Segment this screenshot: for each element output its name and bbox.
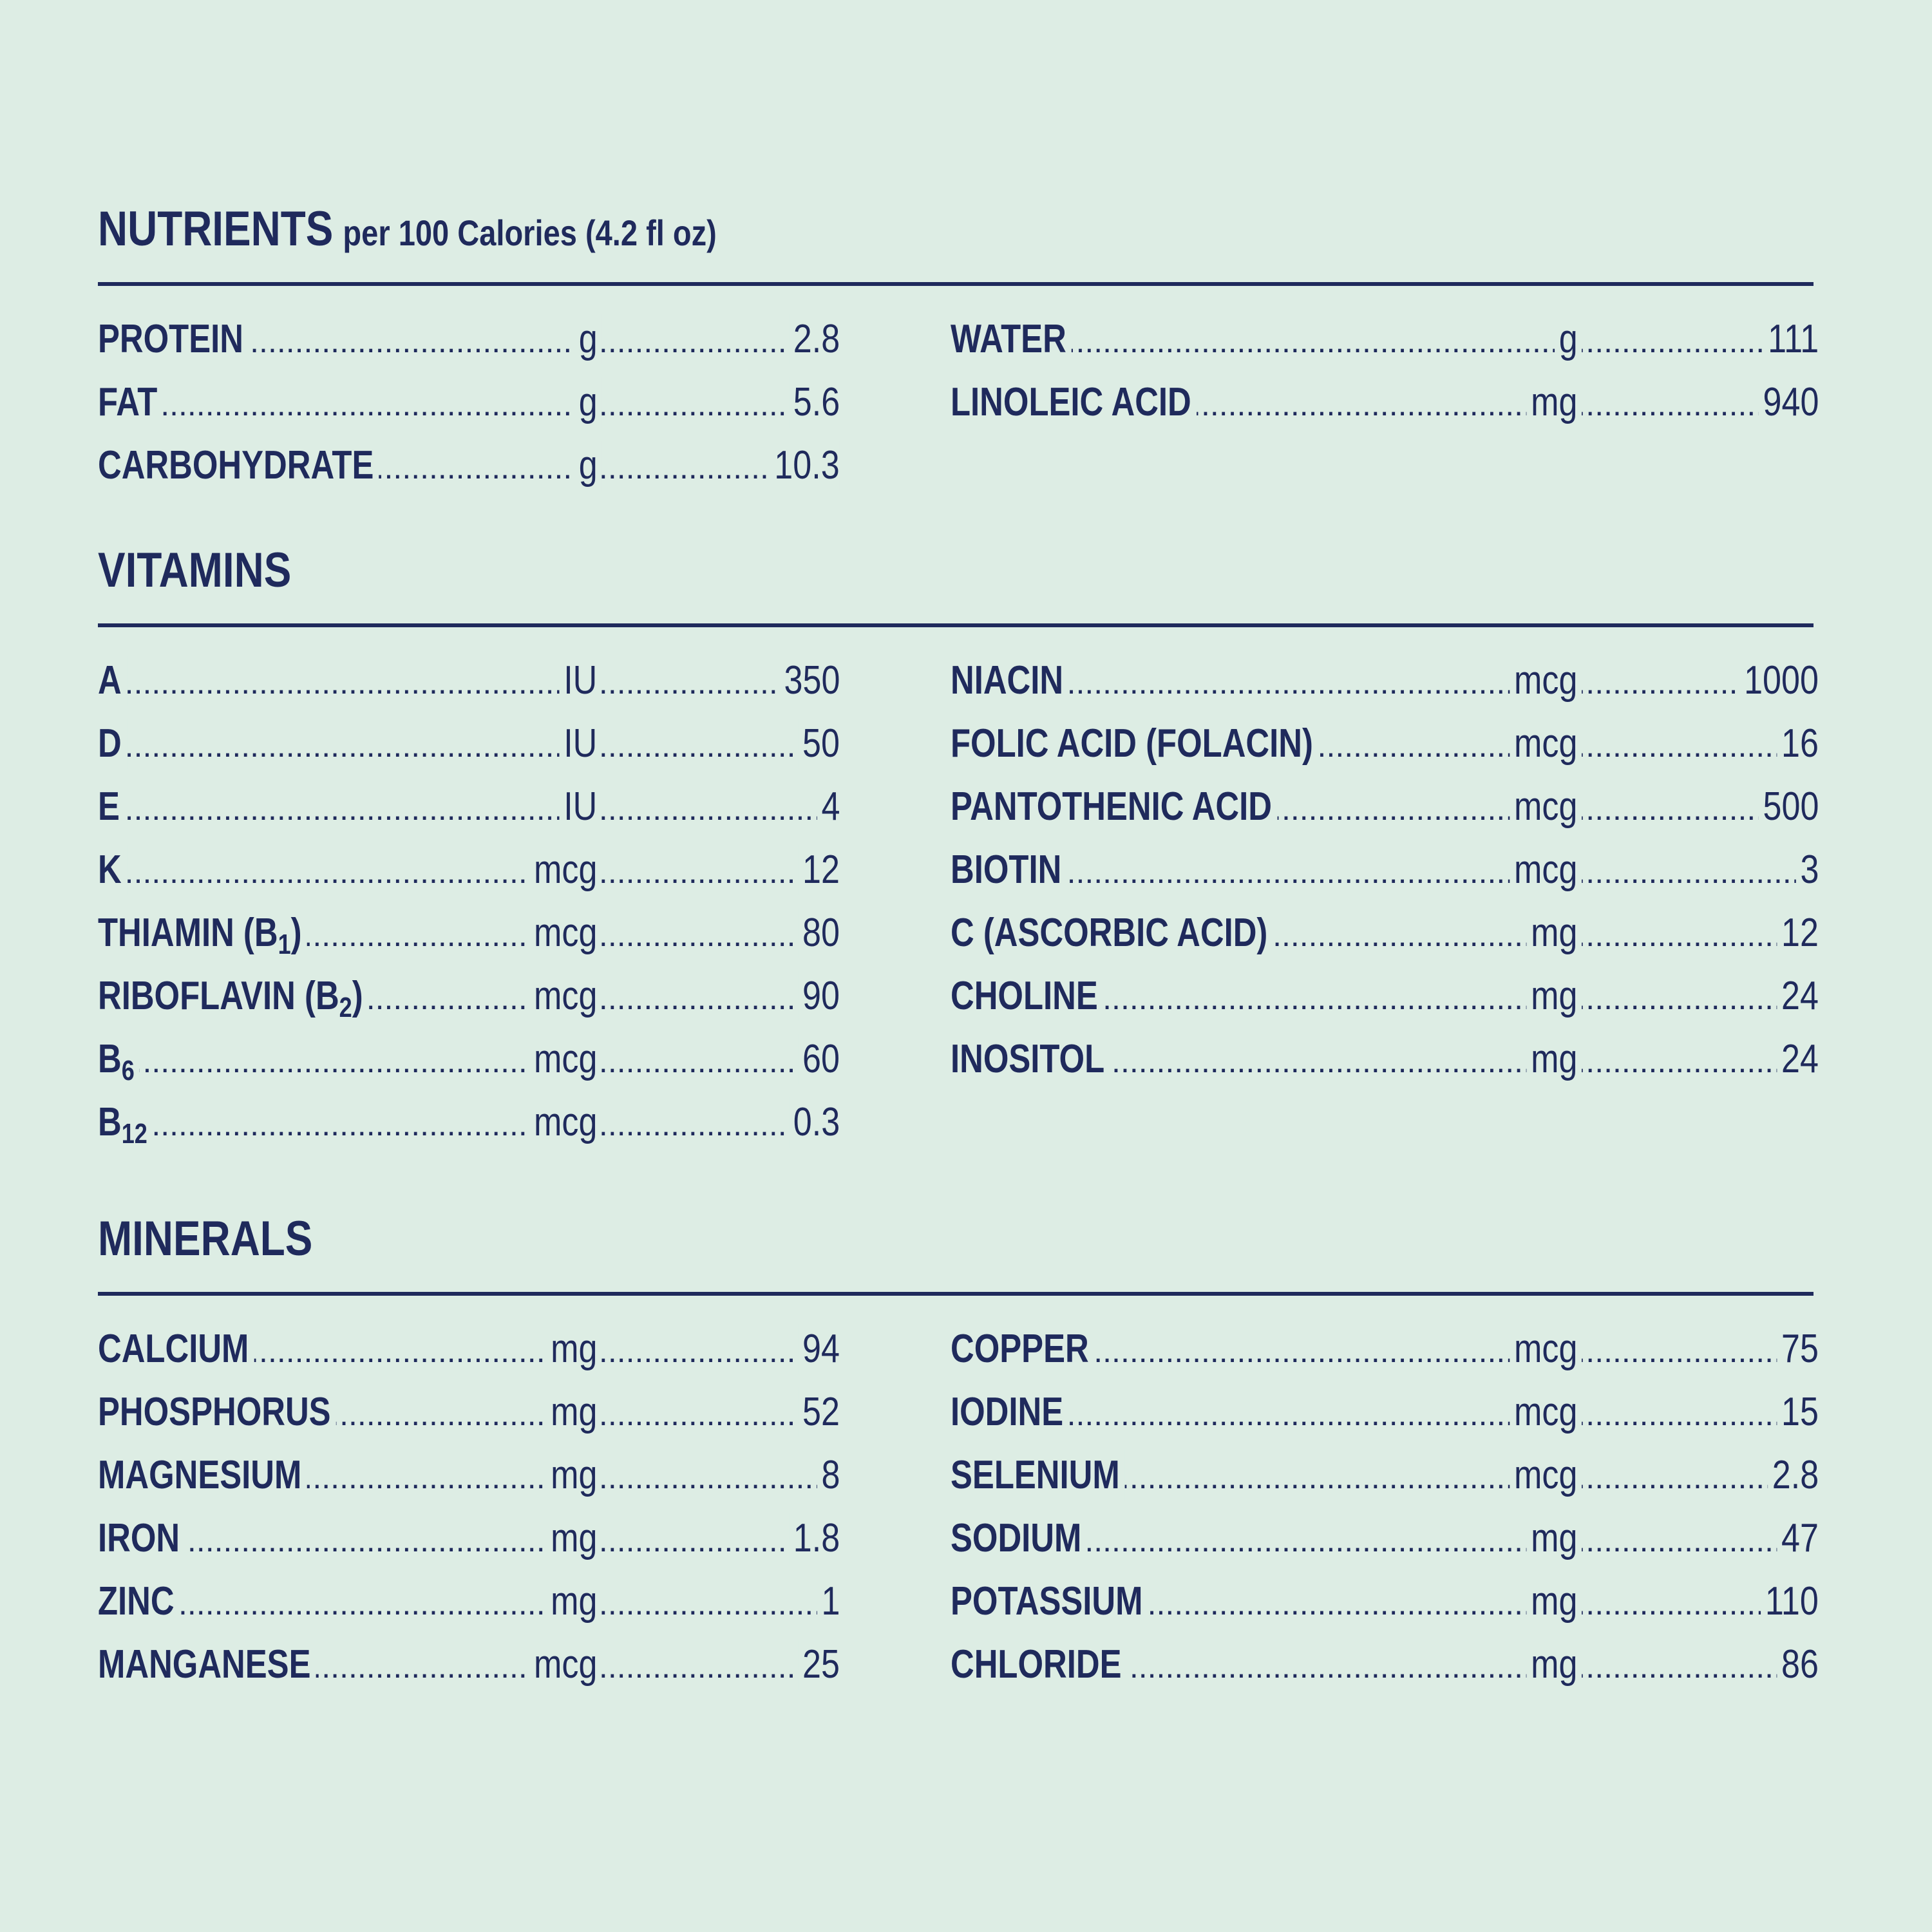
nutrient-row <box>951 1387 1819 1437</box>
nutrient-name <box>98 1577 180 1627</box>
nutrients-divider <box>98 282 1814 286</box>
nutrient-row <box>951 1450 1819 1501</box>
nutrient-value: 500 <box>1758 782 1819 832</box>
nutrient-name-text: CHOLINE <box>951 974 1098 1018</box>
nutrient-value: 10.3 <box>770 440 840 491</box>
nutrient-unit: mcg <box>1510 1324 1582 1374</box>
nutrient-row <box>98 314 840 365</box>
nutrient-name-text: LINOLEIC ACID <box>951 380 1191 424</box>
nutrient-row <box>951 314 1819 365</box>
nutrient-value: 52 <box>798 1387 840 1437</box>
nutrient-unit: mcg <box>529 908 601 958</box>
nutrient-name <box>951 314 1072 365</box>
nutrient-name-text: THIAMIN (B <box>98 911 278 955</box>
nutrient-unit: mg <box>1526 1034 1582 1084</box>
nutrient-name <box>951 377 1197 428</box>
dot-leader <box>98 1034 840 1084</box>
nutrient-name <box>98 845 127 895</box>
nutrient-value: 86 <box>1777 1640 1819 1690</box>
nutrient-row <box>951 971 1819 1021</box>
nutrient-name-text: D <box>98 721 122 766</box>
nutrient-unit: mg <box>546 1513 601 1564</box>
nutrients-title: NUTRIENTS <box>98 202 334 256</box>
nutrient-row <box>98 1450 840 1501</box>
nutrient-unit: mg <box>546 1577 601 1627</box>
nutrient-unit: mg <box>1526 1577 1582 1627</box>
nutrient-name-text: FAT <box>98 380 158 424</box>
nutrient-name-text: WATER <box>951 317 1066 361</box>
nutrient-name-text: PANTOTHENIC ACID <box>951 784 1272 829</box>
nutrient-name <box>951 1577 1148 1627</box>
nutrient-value: 16 <box>1777 719 1819 769</box>
nutrient-unit: mg <box>1526 377 1582 428</box>
nutrient-unit: mg <box>1526 971 1582 1021</box>
nutrient-name-text: C (ASCORBIC ACID) <box>951 911 1268 955</box>
nutrient-unit: mcg <box>1510 782 1582 832</box>
nutrient-name <box>951 1513 1087 1564</box>
nutrient-value: 2.8 <box>789 314 840 365</box>
nutrient-value: 12 <box>1777 908 1819 958</box>
nutrient-name <box>951 845 1066 895</box>
dot-leader <box>98 656 840 706</box>
nutrient-name-text: PROTEIN <box>98 317 243 361</box>
dot-leader <box>98 1097 840 1148</box>
nutrient-row <box>98 656 840 706</box>
nutrient-row <box>98 1324 840 1374</box>
nutrient-name-text: COPPER <box>951 1327 1089 1371</box>
nutrient-name <box>98 1034 140 1084</box>
nutrient-name-text: FOLIC ACID (FOLACIN) <box>951 721 1313 766</box>
dot-leader <box>951 1387 1819 1437</box>
nutrient-value: 94 <box>798 1324 840 1374</box>
nutrient-name <box>951 656 1068 706</box>
nutrient-row <box>951 1324 1819 1374</box>
nutrient-row <box>98 1577 840 1627</box>
nutrient-name-text: IODINE <box>951 1390 1064 1434</box>
nutrient-name-text: B <box>98 1037 122 1081</box>
nutrient-name-suffix: ) <box>290 911 302 955</box>
nutrient-row <box>98 1513 840 1564</box>
nutrient-name-text: NIACIN <box>951 658 1064 703</box>
nutrient-unit: IU <box>559 719 601 769</box>
nutrient-row <box>951 1577 1819 1627</box>
nutrient-value: 3 <box>1795 845 1819 895</box>
nutrient-unit: mg <box>546 1387 601 1437</box>
nutrient-subscript: 2 <box>339 992 352 1023</box>
nutrient-subscript: 6 <box>121 1055 135 1086</box>
nutrient-subscript: 12 <box>121 1118 147 1150</box>
nutrient-value: 90 <box>798 971 840 1021</box>
nutrient-value: 0.3 <box>789 1097 840 1148</box>
nutrient-unit: mg <box>1526 1640 1582 1690</box>
nutrient-name <box>98 1640 316 1690</box>
dot-leader <box>951 845 1819 895</box>
nutrient-row <box>98 971 840 1021</box>
dot-leader <box>98 1513 840 1564</box>
nutrient-name-text: CALCIUM <box>98 1327 249 1371</box>
nutrients-heading <box>98 202 717 256</box>
nutrient-name <box>98 377 162 428</box>
nutrient-subscript: 1 <box>278 929 291 960</box>
nutrient-name-text: ZINC <box>98 1579 175 1624</box>
nutrient-unit: mcg <box>529 1640 601 1690</box>
nutrient-row <box>951 1513 1819 1564</box>
dot-leader <box>98 719 840 769</box>
nutrient-unit: mcg <box>529 1097 601 1148</box>
nutrient-row <box>98 1387 840 1437</box>
nutrient-value: 75 <box>1777 1324 1819 1374</box>
nutrient-name <box>951 782 1277 832</box>
nutrient-name-text: MANGANESE <box>98 1642 311 1687</box>
nutrient-row <box>98 719 840 769</box>
nutrient-row <box>98 440 840 491</box>
nutrient-name-text: A <box>98 658 122 703</box>
nutrient-row <box>98 377 840 428</box>
nutrient-value: 15 <box>1777 1387 1819 1437</box>
nutrient-name <box>951 908 1273 958</box>
nutrient-name-text: E <box>98 784 120 829</box>
vitamins-heading <box>98 543 292 598</box>
nutrient-row <box>98 1034 840 1084</box>
nutrient-unit: g <box>1555 314 1582 365</box>
nutrient-name <box>98 782 125 832</box>
nutrient-value: 110 <box>1761 1577 1819 1627</box>
nutrient-unit: mcg <box>1510 1450 1582 1501</box>
nutrient-name <box>98 1450 307 1501</box>
nutrient-unit: mg <box>546 1324 601 1374</box>
nutrient-unit: mcg <box>1510 719 1582 769</box>
dot-leader <box>951 656 1819 706</box>
nutrient-row <box>98 845 840 895</box>
nutrient-value: 24 <box>1777 971 1819 1021</box>
nutrient-unit: IU <box>559 782 601 832</box>
nutrient-unit: g <box>574 314 601 365</box>
nutrient-value: 4 <box>817 782 840 832</box>
nutrient-unit: mcg <box>529 845 601 895</box>
nutrient-value: 1000 <box>1739 656 1819 706</box>
nutrient-row <box>951 1640 1819 1690</box>
nutrient-row <box>98 1097 840 1148</box>
nutrient-name-text: B <box>98 1100 122 1144</box>
dot-leader <box>98 377 840 428</box>
nutrient-name-text: CARBOHYDRATE <box>98 443 374 488</box>
nutrient-value: 1 <box>817 1577 840 1627</box>
nutrient-unit: mg <box>546 1450 601 1501</box>
nutrient-name <box>951 719 1318 769</box>
nutrient-name-text: RIBOFLAVIN (B <box>98 974 339 1018</box>
minerals-title: MINERALS <box>98 1211 313 1266</box>
nutrient-row <box>951 782 1819 832</box>
nutrient-value: 47 <box>1777 1513 1819 1564</box>
nutrient-unit: mg <box>1526 1513 1582 1564</box>
nutrient-value: 2.8 <box>1768 1450 1819 1501</box>
nutrient-name-text: IRON <box>98 1516 180 1560</box>
nutrient-name <box>951 971 1103 1021</box>
nutrient-value: 80 <box>798 908 840 958</box>
nutrient-row <box>951 377 1819 428</box>
nutrient-value: 350 <box>779 656 840 706</box>
dot-leader <box>98 1577 840 1627</box>
minerals-divider <box>98 1292 1814 1296</box>
nutrient-name-text: BIOTIN <box>951 848 1062 892</box>
dot-leader <box>98 845 840 895</box>
nutrient-name <box>951 1324 1094 1374</box>
nutrient-name <box>98 719 127 769</box>
nutrient-unit: IU <box>559 656 601 706</box>
nutrient-name <box>951 1034 1110 1084</box>
nutrient-unit: mcg <box>1510 656 1582 706</box>
nutrient-row <box>951 719 1819 769</box>
nutrient-name-text: POTASSIUM <box>951 1579 1143 1624</box>
nutrient-unit: g <box>574 440 601 491</box>
nutrient-value: 940 <box>1758 377 1819 428</box>
nutrient-value: 50 <box>798 719 840 769</box>
nutrient-name <box>951 1640 1127 1690</box>
nutrient-value: 111 <box>1763 314 1819 365</box>
nutrient-row <box>98 1640 840 1690</box>
nutrient-name-suffix: ) <box>352 974 363 1018</box>
nutrient-value: 24 <box>1777 1034 1819 1084</box>
nutrient-value: 5.6 <box>789 377 840 428</box>
nutrient-unit: mcg <box>529 1034 601 1084</box>
nutrient-name-text: INOSITOL <box>951 1037 1105 1081</box>
nutrient-row <box>951 656 1819 706</box>
vitamins-divider <box>98 623 1814 627</box>
nutrient-name <box>98 971 368 1021</box>
nutrient-name <box>98 656 127 706</box>
nutrient-unit: mcg <box>1510 1387 1582 1437</box>
nutrient-value: 1.8 <box>789 1513 840 1564</box>
nutrient-row <box>98 782 840 832</box>
nutrient-name-text: PHOSPHORUS <box>98 1390 331 1434</box>
nutrient-name <box>98 908 307 958</box>
nutrients-subtitle: per 100 Calories (4.2 fl oz) <box>343 213 717 253</box>
nutrient-unit: mg <box>1526 908 1582 958</box>
nutrient-name-text: K <box>98 848 122 892</box>
nutrient-name-text: CHLORIDE <box>951 1642 1122 1687</box>
vitamins-title: VITAMINS <box>98 543 292 598</box>
nutrient-unit: mcg <box>529 971 601 1021</box>
nutrient-name <box>98 1513 185 1564</box>
nutrient-value: 25 <box>798 1640 840 1690</box>
nutrient-row <box>98 908 840 958</box>
nutrient-name-text: SELENIUM <box>951 1453 1120 1497</box>
nutrient-name-text: MAGNESIUM <box>98 1453 302 1497</box>
nutrient-name <box>951 1450 1125 1501</box>
nutrient-name <box>951 1387 1068 1437</box>
nutrient-row <box>951 908 1819 958</box>
nutrient-name <box>98 314 249 365</box>
dot-leader <box>98 782 840 832</box>
dot-leader <box>951 314 1819 365</box>
nutrient-unit: mcg <box>1510 845 1582 895</box>
nutrient-row <box>951 845 1819 895</box>
nutrient-name <box>98 1387 336 1437</box>
nutrient-unit: g <box>574 377 601 428</box>
minerals-heading <box>98 1211 313 1266</box>
nutrient-value: 12 <box>798 845 840 895</box>
nutrient-name-text: SODIUM <box>951 1516 1082 1560</box>
nutrient-name <box>98 440 379 491</box>
nutrient-row <box>951 1034 1819 1084</box>
nutrient-value: 60 <box>798 1034 840 1084</box>
nutrient-name <box>98 1324 254 1374</box>
nutrient-value: 8 <box>817 1450 840 1501</box>
nutrient-name <box>98 1097 153 1148</box>
